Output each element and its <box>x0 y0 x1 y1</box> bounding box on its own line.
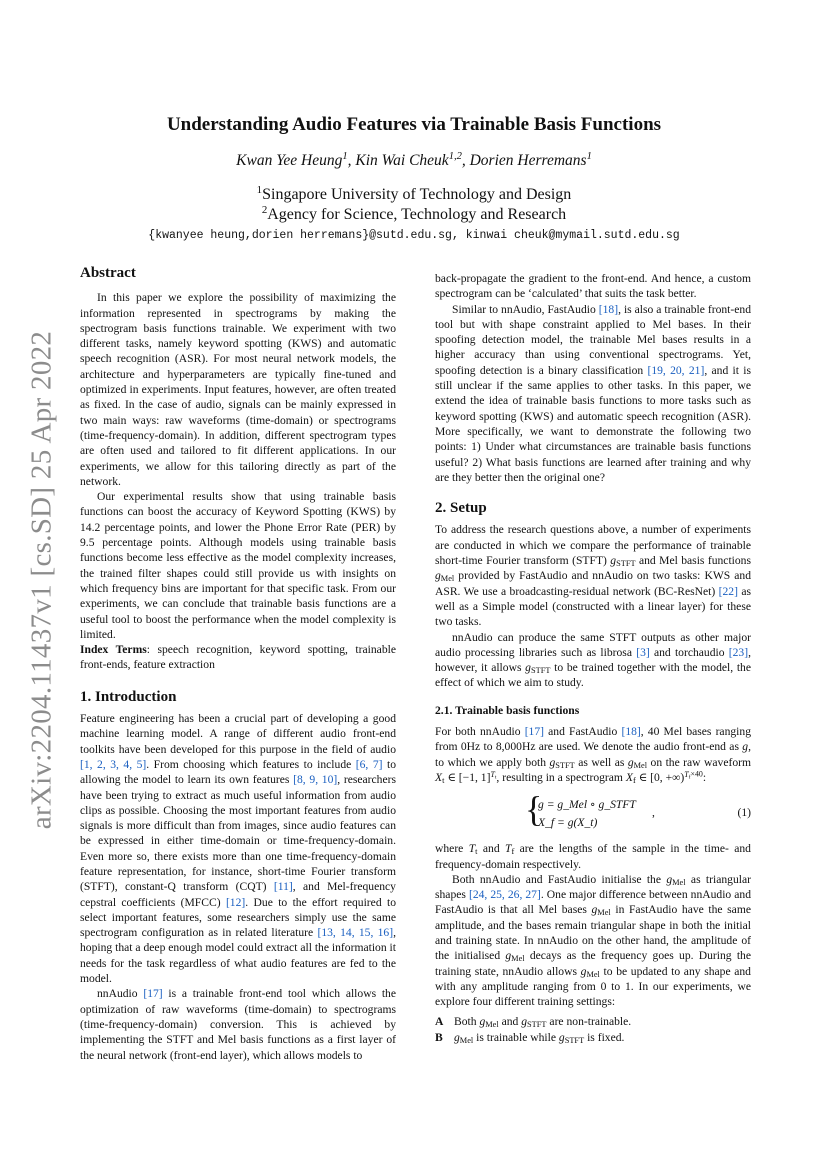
body-paragraph: where $T_t$ and $T_f$ are the lengths of the sample in the time- and frequency-domain respectively. <box>435 842 751 871</box>
equation-1: { g = g_Mel ∘ g_STFT X_f = g(X_t) , (1) <box>525 789 751 830</box>
equation-number: (1) <box>737 806 751 820</box>
citation-link[interactable]: [24, 25, 26, 27] <box>468 888 541 902</box>
abstract-paragraph: Our experimental results show that using trainable basis functions can boost the accuracy of Keyword Spotting (KWS) by 14.2 percentage points, and lower the Phone Error Rate (PER) by 9.5 percentage points. Although models using trainable basis functions become less effective as the model complexity increases, the trained filter shapes could still provide us with insights on which frequency bins are important for that specific task. From our experiments, we can conclude that trainable basis functions are a useful tool to boost the performance when the model complexity is limited. <box>80 490 396 641</box>
citation-link[interactable]: [19, 20, 21] <box>647 363 705 377</box>
body-paragraph: Both nnAudio and FastAudio initialise the $g_{Mel}$ as triangular shapes [24, 25, 26, 27]. One major difference between nnAudio and FastAudio is that all Mel bases $g_{Mel}$ in FastAudio have the same amplitude, and the bases remain triangular shape in both the initial and training state. In nnAudio on the other hand, the amplitude of the initialised $g_{Mel}$ decays as the frequency goes up. During the training state, nnAudio allows $g_{Mel}$ to be updated to any shape and with any amplitude ranging from 0 to 1. In our experiments, we explore four different training settings: <box>435 872 752 1009</box>
body-paragraph: For both nnAudio [17] and FastAudio [18], 40 Mel bases ranging from 0Hz to 8,000Hz are used. We denote the audio front-end as g, to which we apply both $g_{STFT}$ as well as $g_{Mel}$ on the raw waveform $X_t$ ∈ [−1, 1]$^{T_t}$, resulting in a spectrogram $X_f$ ∈ [0, +∞)$^{T_f\times 40}$: <box>435 725 751 785</box>
citation-link[interactable]: [1, 2, 3, 4, 5] <box>80 757 147 771</box>
body-paragraph: nnAudio [17] is a trainable front-end tool which allows the optimization of raw waveforms (time-domain) to spectrograms (time-frequency-domain) conversion. This is achieved by implementing the STFT and Mel basis functions as a first layer of the neural network (front-end layer), which allows models to <box>80 987 396 1062</box>
arxiv-identifier: arXiv:2204.11437v1 [cs.SD] 25 Apr 2022 <box>25 330 58 830</box>
affiliation: $^1$Singapore University of Technology and Design <box>256 184 572 203</box>
author-affiliation-mark: 1 <box>586 151 592 163</box>
body-paragraph: Feature engineering has been a crucial part of developing a good machine learning model. A range of different audio front-end toolkits have been developed for this purpose in the field of audio [1, 2, 3, 4, 5]. From choosing which features to include [6, 7] to allowing the model to learn its own features [8, 9, 10], researchers have been trying to extract as much useful information from audio clips as possible. Choosing the most important features from audio signals is more difficult than from images, since audio features can be expressed in either time-domain or time-frequency-domain. Even more so, there exists more than one time-frequency-domain feature representation, for instance, short-time Fourier transform (STFT), constant-Q transform (CQT) [11], and Mel-frequency cepstral coefficients (MFCC) [12]. Due to the effort required to select important features, some researchers simply use the same spectrogram configuration as in related literature [13, 14, 15, 16], hoping that a deep enough model could extract all the information it needs for the task regardless of what audio features are fed to the model. <box>80 712 396 986</box>
citation-link[interactable]: [23] <box>728 645 749 659</box>
citation-link[interactable]: [17] <box>524 725 545 739</box>
body-paragraph: Similar to nnAudio, FastAudio [18], is also a trainable front-end tool but with shape constraint applied to Mel bases. In their spoofing detection model, the trainable Mel bases results in a higher accuracy than using conventional spectrograms. Yet, spoofing detection is a binary classification [19, 20, 21], and it is still unclear if the same applies to other tasks. In this paper, we extend the idea of trainable basis functions to more tasks such as keyword spotting (KWS) and automatic speech recognition (ASR). More specifically, we want to demonstrate the following two points: 1) Under what circumstances are trainable basis functions useful? 2) What basis functions are learned after training and why are they better then the original one? <box>435 302 752 484</box>
citation-link[interactable]: [18] <box>598 302 619 316</box>
citation-link[interactable]: [18] <box>621 725 641 739</box>
author-emails: {kwanyee heung,dorien herremans}@sutd.edu.sg, kinwai cheuk@mymail.sutd.edu.sg <box>148 229 680 242</box>
list-item: A Both $g_{Mel}$ and $g_{STFT}$ are non-trainable. <box>435 1015 632 1030</box>
author-name: Dorien Herremans <box>469 152 587 169</box>
index-terms: Index Terms: speech recognition, keyword spotting, trainable front-ends, feature extraction <box>80 643 396 672</box>
list-item: B $g_{Mel}$ is trainable while $g_{STFT}$ is fixed. <box>435 1030 625 1045</box>
abstract-paragraph: In this paper we explore the possibility of maximizing the information represented in spectrograms by making the spectrogram basis functions trainable. We experiment with two different tasks, namely keyword spotting (KWS) and automatic speech recognition (ASR). For most neural network models, the architecture and hyperparameters are typically fine-tuned and optimized in experiments. Input features, however, are often treated as fixed. In the case of audio, signals can be mainly expressed in two main ways: raw waveforms (time-domain) or spectrograms (time-frequency-domain). In addition, different spectrogram types are often used and tailored to fit different applications. In our experiments, we allow for this tailoring directly as part of the network. <box>80 291 396 488</box>
left-column <box>80 266 396 1063</box>
section-heading-setup: 2. Setup <box>435 500 487 517</box>
citation-link[interactable]: [22] <box>718 584 738 598</box>
author-affiliation-mark: 1,2 <box>448 151 462 163</box>
body-paragraph: back-propagate the gradient to the front-end. And hence, a custom spectrogram can be ‘calculated’ that suits the task better. <box>435 272 751 301</box>
subsection-heading: 2.1. Trainable basis functions <box>435 703 580 717</box>
arxiv-sidebar <box>22 270 62 890</box>
paper-title: Understanding Audio Features via Trainable Basis Functions <box>166 114 662 135</box>
citation-link[interactable]: [3] <box>636 645 650 659</box>
citation-link[interactable]: [6, 7] <box>355 757 383 771</box>
body-paragraph: nnAudio can produce the same STFT outputs as other major audio processing libraries such as librosa [3] and torchaudio [23], however, it allows $g_{STFT}$ to be trained together with the model, the effect of which we aim to study. <box>435 630 752 690</box>
abstract-heading: Abstract <box>80 265 136 281</box>
citation-link[interactable]: [11] <box>273 880 293 894</box>
equation-brace: { <box>525 789 543 830</box>
citation-link[interactable]: [17] <box>143 987 163 1001</box>
equation-line: g = g_Mel ∘ g_STFT <box>538 798 636 812</box>
author-list: Kwan Yee Heung$^1$, Kin Wai Cheuk$^{1,2}$, Dorien Herremans$^1$ <box>236 151 592 169</box>
affiliation: $^2$Agency for Science, Technology and Research <box>261 204 567 223</box>
citation-link[interactable]: [13, 14, 15, 16] <box>317 926 394 940</box>
right-column <box>435 271 751 1045</box>
citation-link[interactable]: [12] <box>225 895 246 909</box>
citation-link[interactable]: [8, 9, 10] <box>293 773 338 787</box>
author-name: Kwan Yee Heung <box>236 152 343 169</box>
author-name: Kin Wai Cheuk <box>355 152 449 169</box>
equation-line: X_f = g(X_t) <box>538 816 598 830</box>
author-affiliation-mark: 1 <box>342 151 348 163</box>
body-paragraph: To address the research questions above, a number of experiments are conducted in which we compare the performance of trainable short-time Fourier transform (STFT) $g_{STFT}$ and Mel basis functions $g_{Mel}$ provided by FastAudio and nnAudio on two tasks: KWS and ASR. We use a broadcasting-residual network (BC-ResNet) [22] as well as a Simple model (constructed with a linear layer) for these two tasks. <box>435 523 751 629</box>
section-heading-introduction: 1. Introduction <box>80 688 177 705</box>
